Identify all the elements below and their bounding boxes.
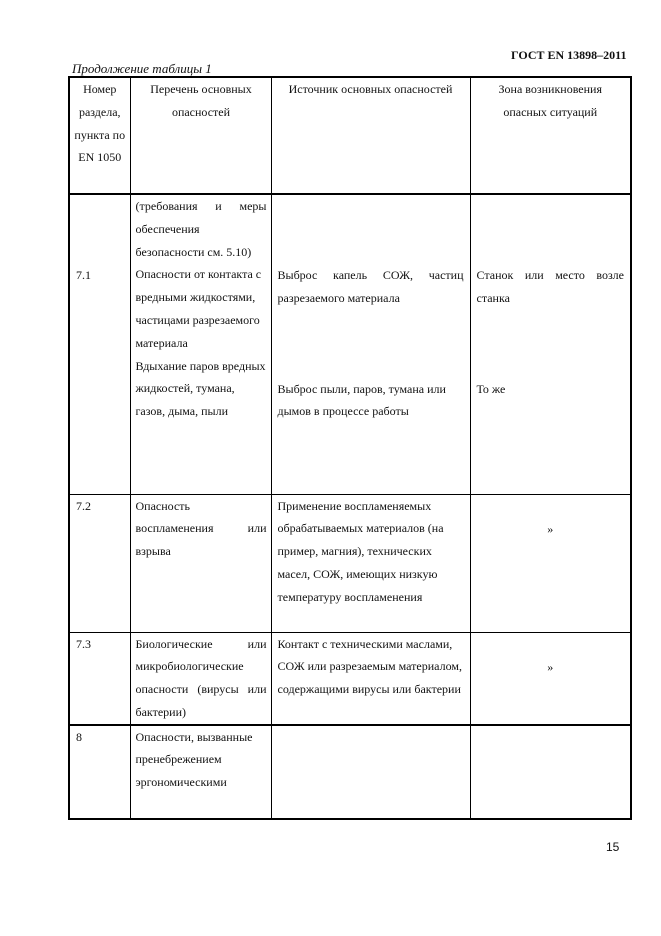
zone-text: Станок или место возле станка xyxy=(476,268,624,305)
table-row-8 xyxy=(69,725,631,819)
table-row-7-2 xyxy=(69,494,631,632)
hazard-text: Опасности от контакта с вредными жидкостями, частицами разрезаемого материала xyxy=(135,267,262,350)
zone-ditto-mark: » xyxy=(547,659,554,674)
zone-ditto-mark: » xyxy=(547,521,554,536)
standard-designation: ГОСТ EN 13898–2011 xyxy=(511,48,627,62)
hazard-text: Биологические или микробиологические опасности (вирусы или бактерии) xyxy=(130,632,271,725)
row-number-cell xyxy=(69,194,130,494)
hazard-text: Вдыхание паров вредных жидкостей, тумана, газов, дыма, пыли xyxy=(135,358,266,419)
table-row-7-1 xyxy=(69,194,631,494)
table-continuation-caption: Продолжение таблицы 1 xyxy=(72,61,212,76)
source-text: Выброс капель СОЖ, частиц разрезаемого материала xyxy=(277,268,464,305)
column-header-hazards: Перечень основных опасностей xyxy=(130,77,271,194)
hazards-table xyxy=(68,76,632,820)
source-text: Контакт с техническими маслами, СОЖ или разрезаемым материалом, содержащими вирусы или бактерии xyxy=(271,632,470,725)
zone-text: То же xyxy=(476,381,506,396)
row-number: 8 xyxy=(69,725,130,819)
zone-cell-empty xyxy=(470,725,631,819)
source-cell xyxy=(271,194,470,494)
hazard-cell xyxy=(130,194,271,494)
page-number: 15 xyxy=(606,840,620,854)
row-number: 7.1 xyxy=(76,268,91,282)
zone-cell xyxy=(470,494,631,632)
hazard-text: Опасность воспламенения или взрыва xyxy=(130,494,271,632)
source-text: Применение воспламеняемых обрабатываемых материалов (на пример, магния), технических масел, СОЖ, имеющих низкую температуру воспламенения xyxy=(271,494,470,632)
zone-cell xyxy=(470,632,631,725)
row-number: 7.3 xyxy=(69,632,130,725)
table-header-row xyxy=(69,77,631,194)
source-text: Выброс пыли, паров, тумана или дымов в процессе работы xyxy=(277,381,446,419)
column-header-zone: Зона возникновения опасных ситуаций xyxy=(470,77,631,194)
row-number: 7.2 xyxy=(69,494,130,632)
column-header-sources: Источник основных опасностей xyxy=(271,77,470,194)
source-cell-empty xyxy=(271,725,470,819)
continuation-hazard-text: (требования и меры обеспечения безопасности см. 5.10) xyxy=(135,199,267,259)
column-header-section-number: Номер раздела, пункта по EN 1050 xyxy=(69,77,130,194)
hazard-text: Опасности, вызванные пренебрежением эргономическими xyxy=(130,725,271,819)
zone-cell xyxy=(470,194,631,494)
table-row-7-3 xyxy=(69,632,631,725)
